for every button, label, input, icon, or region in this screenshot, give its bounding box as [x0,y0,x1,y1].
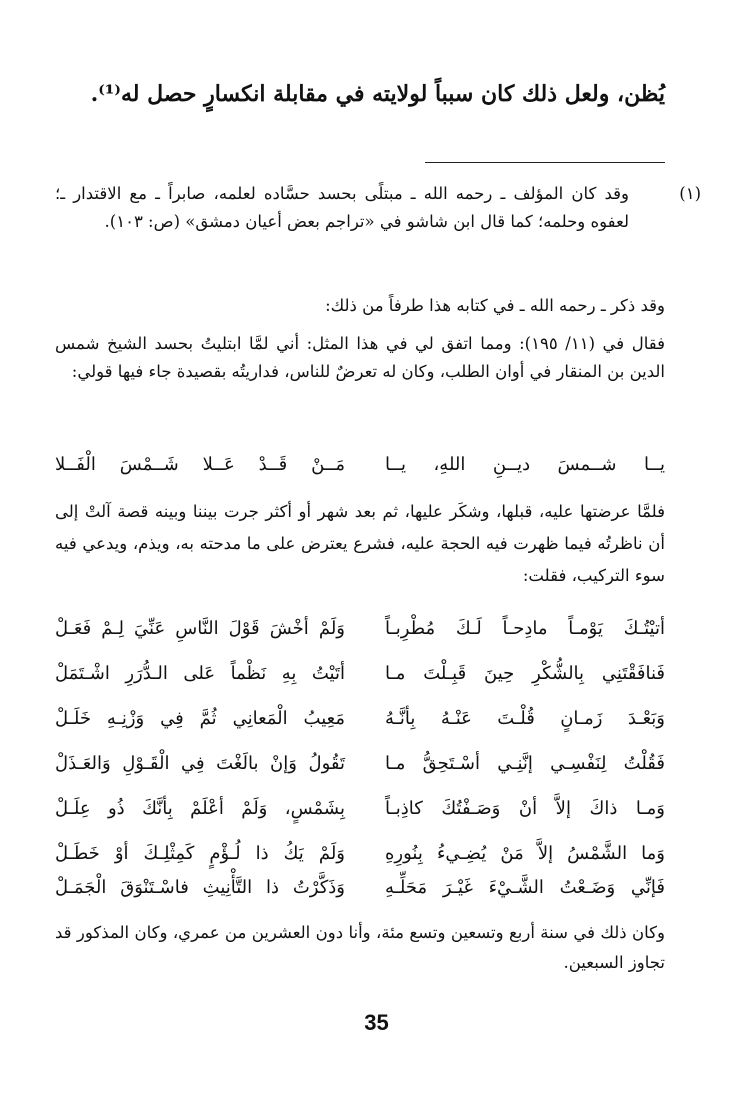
footnote-marker: (١) [679,184,701,203]
footnote-paragraph-4 [55,496,665,592]
footnote-separator [425,162,665,163]
verse-second-hemistich: وَلَمْ أخْشَ قَوْلَ النَّاسِ عَنِّيَ لِـمْ فَعَـلْ [55,618,345,639]
verse-first-hemistich: فَنافَقْتَنِي بِالشُّكْرِ حِينَ قَبِـلْتَ مـا [385,663,665,684]
footnote-paragraph-3 [55,330,665,386]
verse-first-hemistich: وَما الشَّمْسُ إلاَّ مَنْ يُضِـيءُ بِنُورِهِ [385,843,665,864]
opening-verse-second: مَــنْ قَــدْ عَــلا شَــمْسَ الْفَــلا [55,454,345,475]
opening-verse-first: يــا شــمسَ ديــنِ اللهِ، يــا [385,454,665,475]
footnote-text-3: فقال في (١١/ ١٩٥): ومما اتفق لي في هذا المثل: أني لمَّا ابتليتُ بحسد الشيخ شمس الدين بن المنقار في أوان الطلب، وكان له تعرضٌ للناس، فداريتُه بقصيدة جاء فيها قولي: [55,334,665,381]
poem-verse [55,745,665,783]
poem-verse [55,835,665,873]
verse-second-hemistich: بِشَمْسٍ، وَلَمْ أعْلَمْ بِأنَّكَ ذُو عِلَـلْ [55,798,345,819]
main-text: يُظن، ولعل ذلك كان سبباً لولايته في مقابلة انكسارٍ حصل له⁽¹⁾. [90,81,665,107]
verse-second-hemistich: تَقُولُ وَإنْ بالَغْتَ فِي الْقَـوْلِ وَالعَـذَلْ [55,753,345,774]
poem-verse [55,790,665,828]
verse-second-hemistich: وَلَمْ يَكُ ذا لُـؤْمٍ كَمِثْلِـكَ أوْ خَطَـلْ [55,843,345,864]
verse-second-hemistich: أتَيْتُ بِهِ نَظْماً عَلى الـدُّرَرِ اشْـتَمَلْ [55,663,345,684]
verse-first-hemistich: أتيْتُـكَ يَوْمـاً مادِحـاً لَـكَ مُطْرِبـاً [385,618,665,639]
footnote-paragraph-2 [55,292,665,320]
footnote-text-1: وقد كان المؤلف ـ رحمه الله ـ مبتلًى بحسد حسَّاده لعلمه، صابراً ـ مع الاقتدار ـ؛ لعفوه وحلمه؛ كما قال ابن شاشو في «تراجم بعض أعيان دمشق» (ص: ١٠٣). [55,184,629,231]
poem-verse [55,700,665,738]
verse-first-hemistich: فَقُلْتُ لِنَفْسِـي إنَّنِـي أسْـتَحِقُّ مـا [385,753,665,774]
footnote-text-2: وقد ذكر ـ رحمه الله ـ في كتابه هذا طرفاً من ذلك: [325,296,665,315]
verse-first-hemistich: وَمـا ذاكَ إلاَّ أنْ وَصَـفْتُكَ كاذِبـاً [385,798,665,819]
footnote-paragraph-1 [55,180,701,236]
poem-verse [55,869,665,907]
verse-second-hemistich: مَعِيبُ الْمَعانِي ثُمَّ فِي وَزْنِـهِ خَلَـلْ [55,708,345,729]
footnote-paragraph-5 [55,918,665,978]
opening-verse [55,446,665,484]
page-number: 35 [364,1010,389,1035]
verse-first-hemistich: وَبَعْـدَ زَمـانٍ قُلْـتَ عَنْـهُ بِأنَّـهُ [385,708,665,729]
poem-verse [55,610,665,648]
footnote-text-5: وكان ذلك في سنة أربع وتسعين وتسع مئة، وأنا دون العشرين من عمري، وكان المذكور قد تجاوز السبعين. [55,923,666,972]
verse-first-hemistich: فَإنِّي وَضَـعْتُ الشَّـيْءَ غَيْـرَ مَحَلِّـهِ [385,877,665,898]
verse-second-hemistich: وَذَكَّرْتُ ذا التَّأْنِيثِ فاسْـتَنْوَقَ الْجَمَـلْ [55,877,345,898]
poem-verse [55,655,665,693]
footnote-text-4: فلمَّا عرضتها عليه، قبلها، وشكَر عليها، ثم بعد شهر أو أكثر جرت بيننا وبينه قصة آلتْ إلى أن ناظرتُه فيما ظهرت فيه الحجة عليه، فشرع يعترض على ما مدحته به، ويذم، ويدعي فيه سوء التركيب، فقلت: [55,502,665,585]
